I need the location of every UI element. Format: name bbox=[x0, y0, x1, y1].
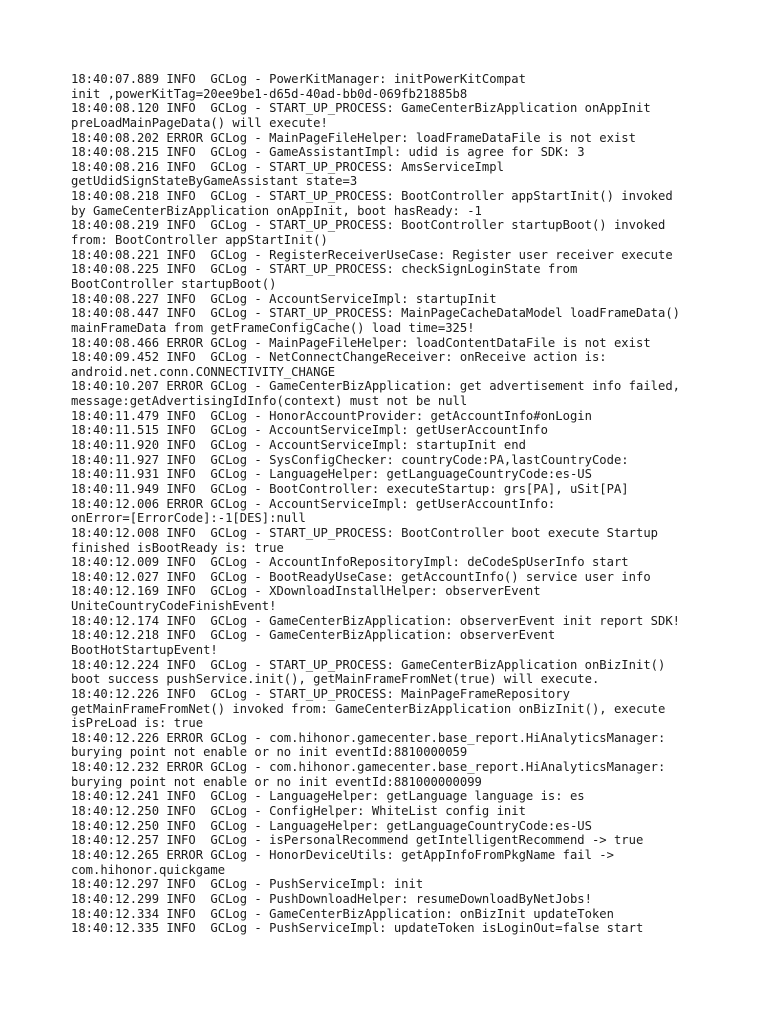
log-line: 18:40:11.920 INFO GCLog - AccountServiceImpl: startupInit end bbox=[71, 438, 526, 453]
log-line: 18:40:12.299 INFO GCLog - PushDownloadHelper: resumeDownloadByNetJobs! bbox=[71, 891, 592, 906]
log-line: 18:40:11.949 INFO GCLog - BootController: executeStartup: grs[PA], uSit[PA] bbox=[71, 481, 629, 496]
log-line: 18:40:11.927 INFO GCLog - SysConfigChecker: countryCode:PA,lastCountryCode: bbox=[71, 452, 629, 467]
log-line: 18:40:12.027 INFO GCLog - BootReadyUseCase: getAccountInfo() service user info bbox=[71, 569, 651, 584]
log-line: 18:40:08.447 INFO GCLog - START_UP_PROCESS: MainPageCacheDataModel loadFrameData() bbox=[71, 306, 681, 321]
log-line: 18:40:07.889 INFO GCLog - PowerKitManager: initPowerKitCompat bbox=[71, 72, 526, 86]
log-line: 18:40:12.265 ERROR GCLog - HonorDeviceUtils: getAppInfoFromPkgName fail -> bbox=[71, 847, 614, 862]
log-line: init ,powerKitTag=20ee9be1-d65d-40ad-bb0d-069fb21885b8 bbox=[71, 86, 468, 101]
log-line: burying point not enable or no init eventId:881000000099 bbox=[71, 774, 482, 789]
log-line: 18:40:12.297 INFO GCLog - PushServiceImpl: init bbox=[71, 877, 424, 892]
log-line: 18:40:12.169 INFO GCLog - XDownloadInstallHelper: observerEvent bbox=[71, 584, 541, 599]
log-line: 18:40:12.008 INFO GCLog - START_UP_PROCESS: BootController boot execute Startup bbox=[71, 525, 658, 540]
log-line: 18:40:12.250 INFO GCLog - LanguageHelper: getLanguageCountryCode:es-US bbox=[71, 818, 592, 833]
log-line: 18:40:11.479 INFO GCLog - HonorAccountProvider: getAccountInfo#onLogin bbox=[71, 408, 592, 423]
log-line: onError=[ErrorCode]:-1[DES]:null bbox=[71, 511, 306, 526]
log-line: 18:40:08.227 INFO GCLog - AccountServiceImpl: startupInit bbox=[71, 291, 497, 306]
log-line: 18:40:08.218 INFO GCLog - START_UP_PROCESS: BootController appStartInit() invoked bbox=[71, 189, 673, 204]
log-line: 18:40:12.224 INFO GCLog - START_UP_PROCESS: GameCenterBizApplication onBizInit() bbox=[71, 657, 666, 672]
log-line: 18:40:08.219 INFO GCLog - START_UP_PROCESS: BootController startupBoot() invoked bbox=[71, 218, 666, 233]
log-line: BootController startupBoot() bbox=[71, 276, 277, 291]
log-line: 18:40:12.174 INFO GCLog - GameCenterBizApplication: observerEvent init report SDK! bbox=[71, 613, 681, 628]
log-line: finished isBootReady is: true bbox=[71, 540, 284, 555]
log-line: 18:40:12.250 INFO GCLog - ConfigHelper: WhiteList config init bbox=[71, 804, 526, 819]
log-line: 18:40:12.232 ERROR GCLog - com.hihonor.gamecenter.base_report.HiAnalyticsManager: bbox=[71, 760, 666, 775]
log-line: getMainFrameFromNet() invoked from: GameCenterBizApplication onBizInit(), execute bbox=[71, 701, 666, 716]
log-line: 18:40:12.226 INFO GCLog - START_UP_PROCESS: MainPageFrameRepository bbox=[71, 686, 570, 701]
log-line: 18:40:12.226 ERROR GCLog - com.hihonor.gamecenter.base_report.HiAnalyticsManager: bbox=[71, 730, 666, 745]
log-line: 18:40:08.120 INFO GCLog - START_UP_PROCESS: GameCenterBizApplication onAppInit bbox=[71, 101, 651, 116]
log-line: 18:40:08.215 INFO GCLog - GameAssistantImpl: udid is agree for SDK: 3 bbox=[71, 145, 585, 160]
log-line: 18:40:12.334 INFO GCLog - GameCenterBizApplication: onBizInit updateToken bbox=[71, 906, 614, 921]
log-line: 18:40:12.006 ERROR GCLog - AccountServiceImpl: getUserAccountInfo: bbox=[71, 496, 556, 511]
log-line: message:getAdvertisingIdInfo(context) must not be null bbox=[71, 394, 468, 409]
log-line: UniteCountryCodeFinishEvent! bbox=[71, 599, 277, 614]
log-line: BootHotStartupEvent! bbox=[71, 642, 218, 657]
log-line: 18:40:08.202 ERROR GCLog - MainPageFileHelper: loadFrameDataFile is not exist bbox=[71, 130, 636, 145]
log-line: 18:40:08.216 INFO GCLog - START_UP_PROCESS: AmsServiceImpl bbox=[71, 159, 504, 174]
log-line: mainFrameData from getFrameConfigCache() load time=325! bbox=[71, 320, 475, 335]
log-line: 18:40:12.335 INFO GCLog - PushServiceImpl: updateToken isLoginOut=false start bbox=[71, 921, 644, 936]
log-line: 18:40:12.009 INFO GCLog - AccountInfoRepositoryImpl: deCodeSpUserInfo start bbox=[71, 555, 629, 570]
log-line: 18:40:12.257 INFO GCLog - isPersonalRecommend getIntelligentRecommend -> true bbox=[71, 833, 644, 848]
log-line: getUdidSignStateByGameAssistant state=3 bbox=[71, 174, 358, 189]
log-line: android.net.conn.CONNECTIVITY_CHANGE bbox=[71, 364, 336, 379]
log-line: boot success pushService.init(), getMainFrameFromNet(true) will execute. bbox=[71, 672, 600, 687]
log-line: 18:40:10.207 ERROR GCLog - GameCenterBizApplication: get advertisement info failed, bbox=[71, 379, 681, 394]
log-line: 18:40:09.452 INFO GCLog - NetConnectChangeReceiver: onReceive action is: bbox=[71, 350, 607, 365]
log-line: 18:40:12.218 INFO GCLog - GameCenterBizApplication: observerEvent bbox=[71, 628, 556, 643]
log-line: preLoadMainPageData() will execute! bbox=[71, 115, 328, 130]
log-line: by GameCenterBizApplication onAppInit, boot hasReady: -1 bbox=[71, 203, 482, 218]
log-line: 18:40:11.931 INFO GCLog - LanguageHelper: getLanguageCountryCode:es-US bbox=[71, 467, 592, 482]
log-line: 18:40:11.515 INFO GCLog - AccountServiceImpl: getUserAccountInfo bbox=[71, 423, 548, 438]
log-text-block bbox=[71, 72, 711, 936]
log-line: com.hihonor.quickgame bbox=[71, 862, 226, 877]
log-line: isPreLoad is: true bbox=[71, 716, 204, 731]
log-line: from: BootController appStartInit() bbox=[71, 233, 328, 248]
log-line: 18:40:12.241 INFO GCLog - LanguageHelper: getLanguage language is: es bbox=[71, 789, 585, 804]
log-line: 18:40:08.466 ERROR GCLog - MainPageFileHelper: loadContentDataFile is not exist bbox=[71, 335, 651, 350]
log-line: 18:40:08.221 INFO GCLog - RegisterReceiverUseCase: Register user receiver execute bbox=[71, 247, 673, 262]
log-line: 18:40:08.225 INFO GCLog - START_UP_PROCESS: checkSignLoginState from bbox=[71, 262, 578, 277]
log-line: burying point not enable or no init eventId:8810000059 bbox=[71, 745, 468, 760]
